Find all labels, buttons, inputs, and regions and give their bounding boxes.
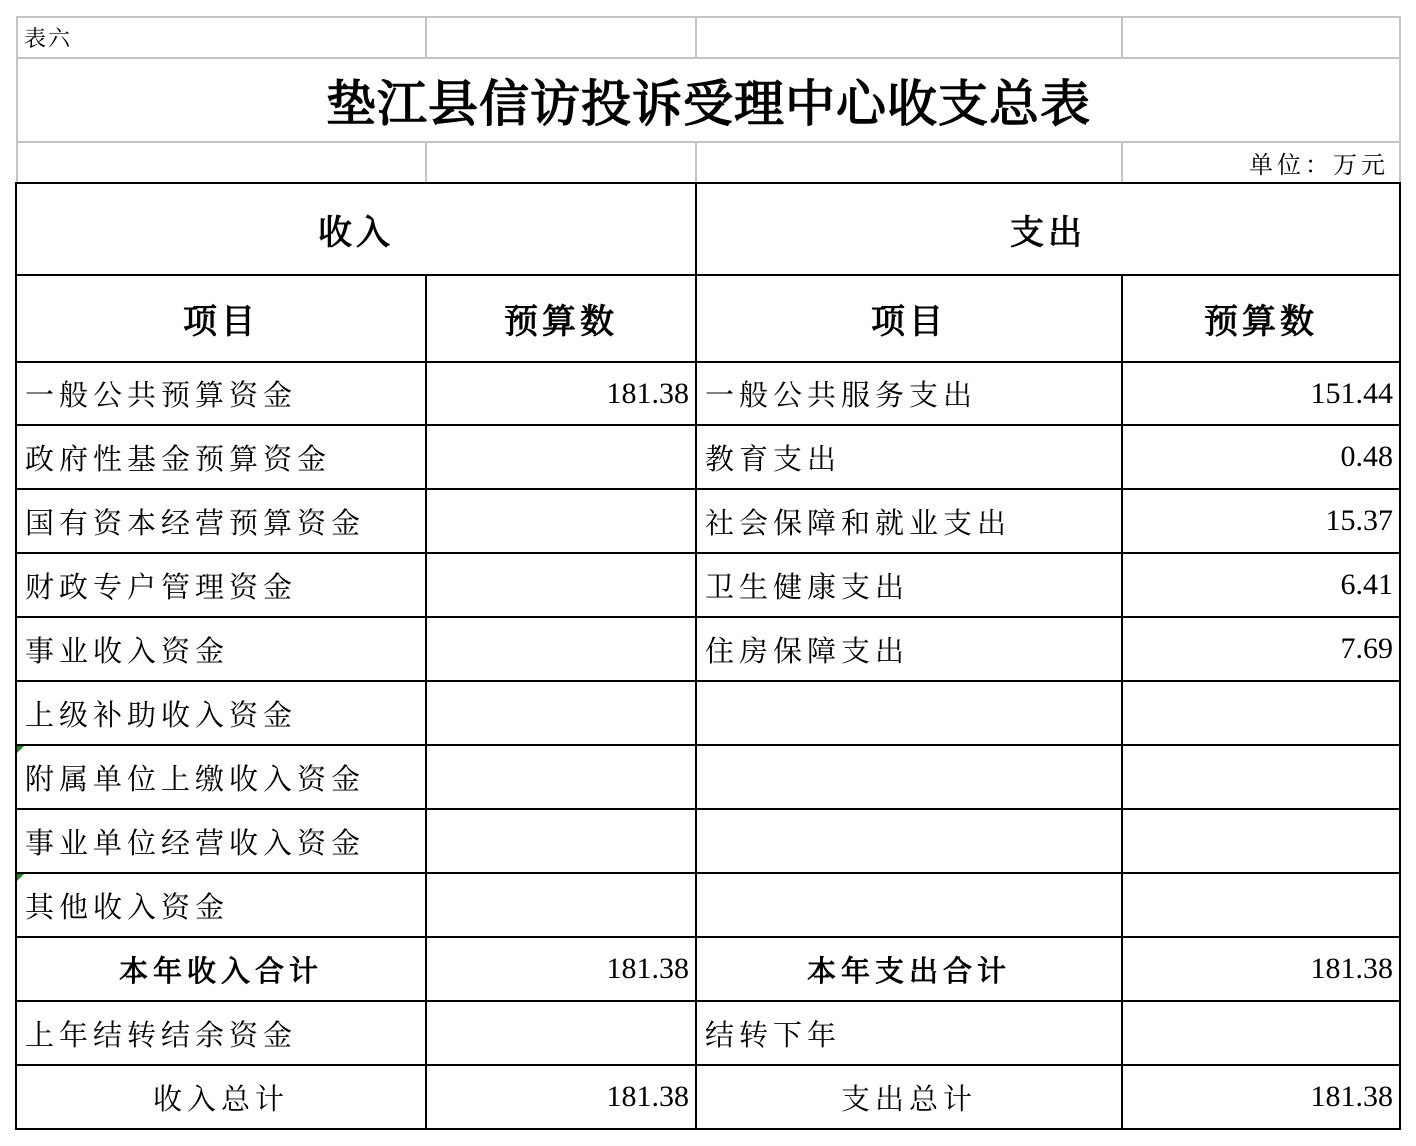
table-border [16,1128,1401,1130]
income-item-cell: 一般公共预算资金 [25,378,298,412]
expense-value-cell [1123,810,1399,872]
expense-item-cell: 社会保障和就业支出 [705,505,1012,540]
expense-item-cell [697,874,1121,936]
expense-value-cell [1123,682,1399,744]
income-budget-header: 预算数 [504,302,618,342]
unit-label: 单位：万元 [1249,151,1389,179]
year-expense-total-label: 本年支出合计 [806,953,1011,988]
expense-value-cell: 7.69 [1340,632,1393,665]
expense-budget-header: 预算数 [1204,302,1318,342]
grid-line [695,141,697,184]
carry-in-value [427,1002,695,1064]
year-income-total-label: 本年收入合计 [118,953,323,988]
grid-line [1399,16,1401,184]
income-value-cell [427,490,695,552]
income-item-cell: 事业单位经营收入资金 [25,825,366,860]
expense-value-cell: 6.41 [1340,568,1393,601]
grid-line [425,141,427,184]
income-value-cell [427,554,695,616]
income-item-cell: 附属单位上缴收入资金 [25,761,366,796]
income-item-cell: 上级补助收入资金 [25,697,298,732]
expense-item-cell: 教育支出 [705,441,842,476]
grid-line [695,16,697,58]
grid-line [425,16,427,58]
expense-grand-total-label: 支出总计 [840,1081,977,1116]
income-grand-total-value: 181.38 [606,1080,689,1113]
carry-out-value [1123,1002,1399,1064]
sheet-label: 表六 [24,27,73,52]
expense-value-cell: 15.37 [1325,504,1393,537]
expense-item-cell: 卫生健康支出 [705,569,910,604]
carry-out-label: 结转下年 [705,1017,842,1052]
income-item-header: 项目 [183,302,259,342]
expense-value-cell: 151.44 [1310,376,1393,410]
income-value-cell [427,426,695,488]
carry-in-label: 上年结转结余资金 [25,1017,298,1052]
income-grand-total-label: 收入总计 [152,1081,289,1116]
income-value-cell [427,810,695,872]
expense-header: 支出 [1010,212,1086,253]
income-item-cell: 政府性基金预算资金 [25,441,332,476]
income-value-cell: 181.38 [606,376,689,410]
table-border [1399,182,1401,1130]
income-item-cell: 财政专户管理资金 [25,569,298,604]
income-header: 收入 [318,212,394,253]
expense-value-cell: 0.48 [1340,440,1393,473]
page-title: 垫江县信访投诉受理中心收支总表 [326,74,1091,133]
expense-item-cell [697,682,1121,744]
expense-value-cell [1123,874,1399,936]
income-item-cell: 其他收入资金 [25,889,230,924]
income-value-cell [427,682,695,744]
income-value-cell [427,618,695,680]
income-item-cell: 事业收入资金 [25,633,230,668]
expense-item-cell [697,810,1121,872]
income-value-cell [427,746,695,808]
expense-value-cell [1123,746,1399,808]
year-expense-total-value: 181.38 [1310,952,1393,985]
year-income-total-value: 181.38 [606,952,689,985]
expense-item-header: 项目 [871,302,947,342]
income-item-cell: 国有资本经营预算资金 [25,505,366,540]
grid-line [1121,16,1123,58]
expense-grand-total-value: 181.38 [1310,1080,1393,1113]
expense-item-cell [697,746,1121,808]
income-value-cell [427,874,695,936]
expense-item-cell: 住房保障支出 [705,633,910,668]
expense-item-cell: 一般公共服务支出 [705,378,978,412]
